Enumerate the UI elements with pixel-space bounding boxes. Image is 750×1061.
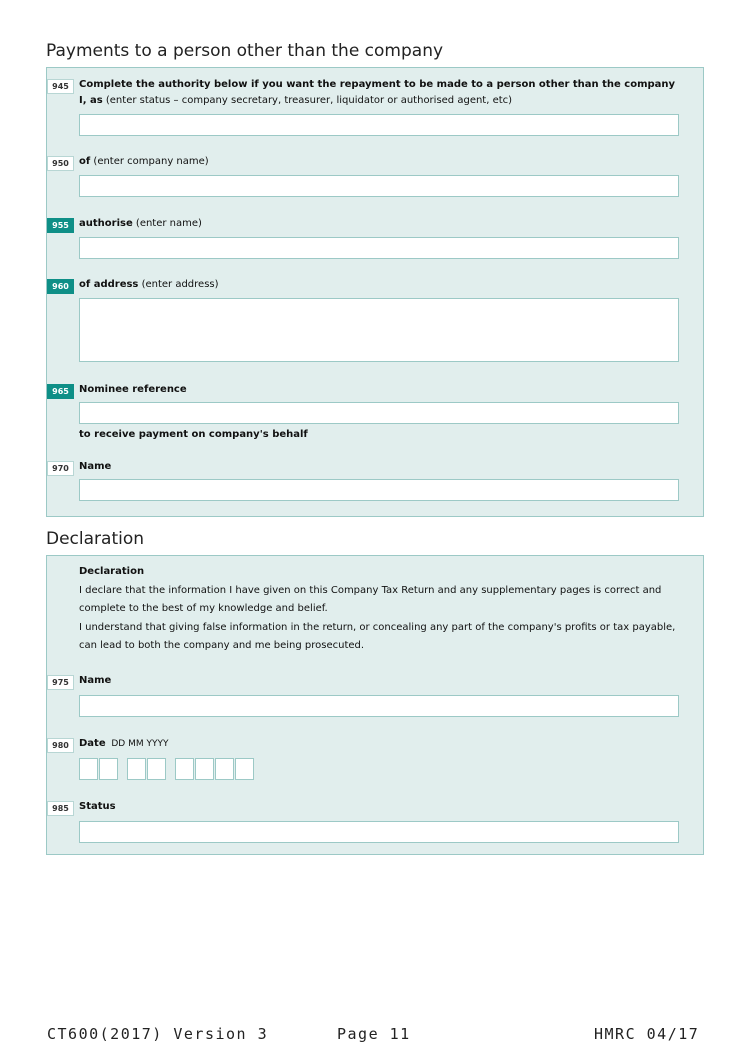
box-number-980: 980: [47, 738, 74, 753]
date-year-digit-1[interactable]: [175, 758, 194, 780]
declaration-paragraph-2: I understand that giving false information in the return, or concealing any part of the company's profits or tax payable, can lead to both the company and me being prosecuted.: [79, 622, 676, 651]
box-945-title: Complete the authority below if you want the repayment to be made to a person other than the company: [79, 79, 676, 90]
box-965-after-label: [79, 429, 308, 440]
date-month-digit-2[interactable]: [147, 758, 166, 780]
box-960-label: [79, 279, 219, 290]
date-day-digit-1[interactable]: [79, 758, 98, 780]
declarant-name-input[interactable]: [79, 695, 679, 717]
date-year-digit-2[interactable]: [195, 758, 214, 780]
box-950-label: [79, 156, 209, 167]
footer-form-version: CT600(2017) Version 3: [47, 1025, 269, 1043]
box-945-sub-plain: (enter status – company secretary, treasurer, liquidator or authorised agent, etc): [102, 95, 513, 106]
declaration-section-title: Declaration: [46, 529, 145, 549]
nominee-reference-input[interactable]: [79, 402, 679, 424]
box-number-950: 950: [47, 156, 74, 171]
box-945-sub-bold: I, as: [79, 95, 103, 106]
box-number-965: 965: [47, 384, 74, 399]
box-980-format: DD MM YYYY: [105, 739, 169, 749]
box-965-bold: Nominee reference: [79, 384, 187, 395]
box-985-label: [79, 801, 116, 812]
company-name-input[interactable]: [79, 175, 679, 197]
date-year-digit-3[interactable]: [215, 758, 234, 780]
date-year-digit-4[interactable]: [235, 758, 254, 780]
box-955-label: [79, 218, 202, 229]
box-960-bold: of address: [79, 279, 139, 290]
status-input[interactable]: [79, 114, 679, 136]
box-number-975: 975: [47, 675, 74, 690]
box-number-955: 955: [47, 218, 74, 233]
box-number-970: 970: [47, 461, 74, 476]
payments-panel: [46, 67, 704, 517]
box-960-plain: (enter address): [138, 279, 219, 290]
box-number-945: 945: [47, 79, 74, 94]
box-985-bold: Status: [79, 801, 116, 812]
box-950-bold: of: [79, 156, 91, 167]
payments-section-title: Payments to a person other than the company: [46, 41, 444, 61]
box-975-bold: Name: [79, 675, 112, 686]
declaration-panel: [46, 555, 704, 855]
footer-hmrc-date: HMRC 04/17: [594, 1025, 700, 1043]
box-965-after: to receive payment on company's behalf: [79, 429, 308, 440]
box-number-985: 985: [47, 801, 74, 816]
box-965-label: [79, 384, 187, 395]
declaration-subheading: [79, 566, 144, 577]
box-950-plain: (enter company name): [90, 156, 209, 167]
box-970-bold: Name: [79, 461, 112, 472]
date-input-group: [79, 758, 279, 780]
declaration-paragraph-1: I declare that the information I have given on this Company Tax Return and any supplementary pages is correct and complete to the best of my knowledge and belief.: [79, 585, 662, 614]
box-number-960: 960: [47, 279, 74, 294]
box-975-label: [79, 675, 111, 686]
declaration-subheading-text: Declaration: [79, 566, 145, 577]
box-970-label: [79, 461, 111, 472]
box-980-bold: Date: [79, 738, 106, 749]
nominee-name-input[interactable]: [79, 479, 679, 501]
box-955-bold: authorise: [79, 218, 133, 229]
box-955-plain: (enter name): [132, 218, 202, 229]
footer-page-number: Page 11: [337, 1025, 411, 1043]
date-month-digit-1[interactable]: [127, 758, 146, 780]
date-day-digit-2[interactable]: [99, 758, 118, 780]
box-980-label: [79, 738, 168, 749]
box-945-sublabel: [79, 95, 512, 106]
declarant-status-input[interactable]: [79, 821, 679, 843]
authorise-name-input[interactable]: [79, 237, 679, 259]
box-945-label: [79, 79, 675, 90]
address-input[interactable]: [79, 298, 679, 362]
